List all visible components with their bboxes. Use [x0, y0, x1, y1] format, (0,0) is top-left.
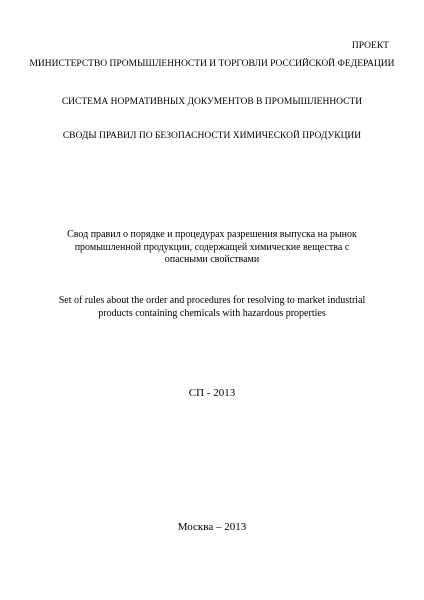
ministry-name: МИНИСТЕРСТВО ПРОМЫШЛЕННОСТИ И ТОРГОВЛИ РОССИЙСКОЙ ФЕДЕРАЦИИ — [29, 59, 395, 69]
codes-series-name: СВОДЫ ПРАВИЛ ПО БЕЗОПАСНОСТИ ХИМИЧЕСКОЙ ПРОДУКЦИИ — [62, 131, 362, 141]
normative-system-name: СИСТЕМА НОРМАТИВНЫХ ДОКУМЕНТОВ В ПРОМЫШЛЕННОСТИ — [61, 97, 363, 107]
document-code: СП - 2013 — [188, 387, 236, 399]
document-title-english: Set of rules about the order and procedures for resolving to market industrial products containing chemicals with hazardous properties — [58, 295, 366, 319]
document-title-russian: Свод правил о порядке и процедурах разрешения выпуска на рынок промышленной продукции, содержащей химические вещества с опасными свойствами — [67, 229, 357, 265]
city-year: Москва – 2013 — [177, 521, 247, 533]
draft-label: ПРОЕКТ — [351, 41, 389, 51]
